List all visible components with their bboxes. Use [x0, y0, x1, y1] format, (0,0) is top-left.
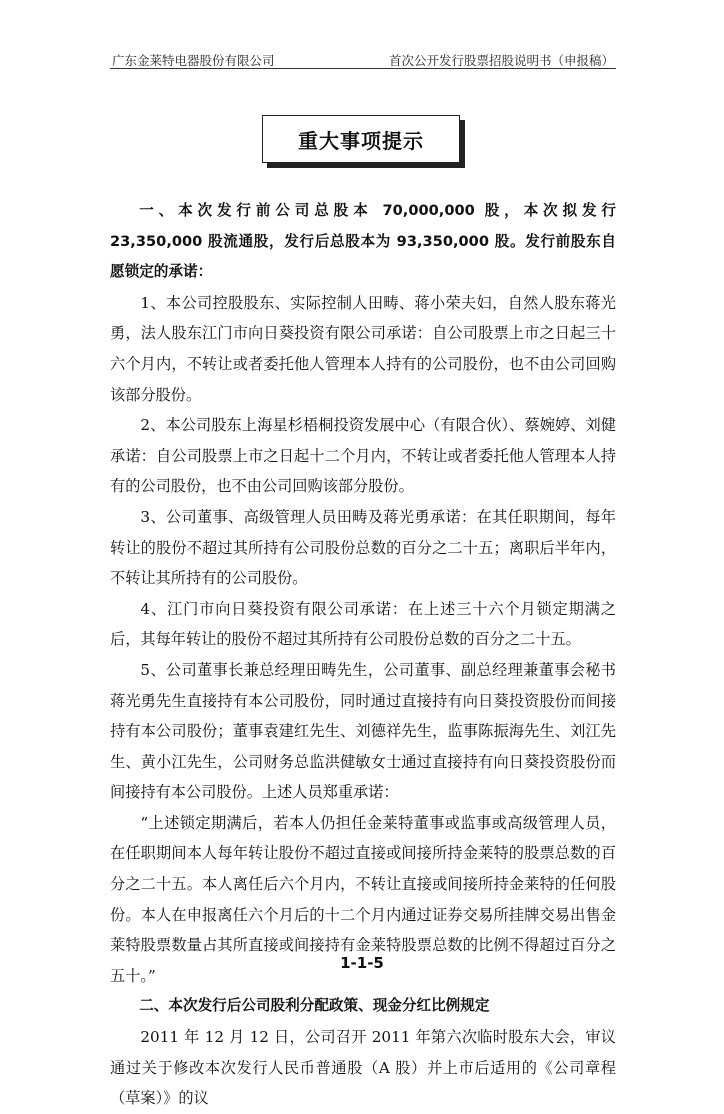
page-header	[110, 48, 616, 69]
paragraph-commitment-3: 3、公司董事、高级管理人员田畴及蒋光勇承诺：在其任职期间，每年转让的股份不超过其所持有公司股份总数的百分之二十五；离职后半年内，不转让其所持有的公司股份。	[110, 507, 616, 588]
section-title: 重大事项提示	[298, 128, 424, 153]
paragraph-quoted-commitment: “上述锁定期满后，若本人仍担任金莱特董事或监事或高级管理人员，在任职期间本人每年转让股份不超过直接或间接所持金莱特的股票总数的百分之二十五。本人离任后六个月内，不转让直接或间接所持金莱特的任何股份。本人在申报离任六个月后的十二个月内通过证券交易所挂牌交易出售金莱特股票数量占其所直接或间接持有金莱特股票总数的比例不得超过百分之五十。”	[110, 813, 616, 985]
header-document-title: 首次公开发行股票招股说明书（申报稿）	[388, 53, 614, 68]
paragraph-commitment-2: 2、本公司股东上海星杉梧桐投资发展中心（有限合伙）、蔡婉婷、刘健承诺：自公司股票上市之日起十二个月内，不转让或者委托他人管理本人持有的公司股份，也不由公司回购该部分股份。	[110, 416, 616, 496]
paragraph-commitment-4: 4、江门市向日葵投资有限公司承诺：在上述三十六个月锁定期满之后，其每年转让的股份不超过其所持有公司股份总数的百分之二十五。	[110, 599, 616, 649]
heading-dividend-policy: 二、本次发行后公司股利分配政策、现金分红比例规定	[139, 997, 490, 1015]
page-number: 1-1-5	[340, 954, 384, 972]
paragraph-shareholder-meeting: 2011 年 12 月 12 日，公司召开 2011 年第六次临时股东大会，审议通过关于修改本次发行人民币普通股（A 股）并上市后适用的《公司章程（草案）》的议	[110, 1028, 616, 1108]
paragraph-commitment-5: 5、公司董事长兼总经理田畴先生，公司董事、副总经理兼董事会秘书蒋光勇先生直接持有本公司股份，同时通过直接持有向日葵投资股份而间接持有本公司股份；董事袁建红先生、刘德祥先生，监事陈振海先生、刘江先生、黄小江先生，公司财务总监洪健敏女士通过直接持有向日葵投资股份而间接持有本公司股份。上述人员郑重承诺：	[110, 660, 616, 802]
document-body	[110, 196, 616, 1114]
header-company-name: 广东金莱特电器股份有限公司	[112, 53, 275, 68]
section-title-box	[262, 115, 460, 163]
paragraph-commitment-1: 1、本公司控股股东、实际控制人田畴、蒋小荣夫妇，自然人股东蒋光勇，法人股东江门市向日葵投资有限公司承诺：自公司股票上市之日起三十六个月内，不转让或者委托他人管理本人持有的公司股份，也不由公司回购该部分股份。	[110, 293, 616, 404]
heading-lockup-commitments: 一、本次发行前公司总股本 70,000,000 股，本次拟发行 23,350,000 股流通股，发行后总股本为 93,350,000 股。发行前股东自愿锁定的承诺：	[110, 202, 616, 281]
